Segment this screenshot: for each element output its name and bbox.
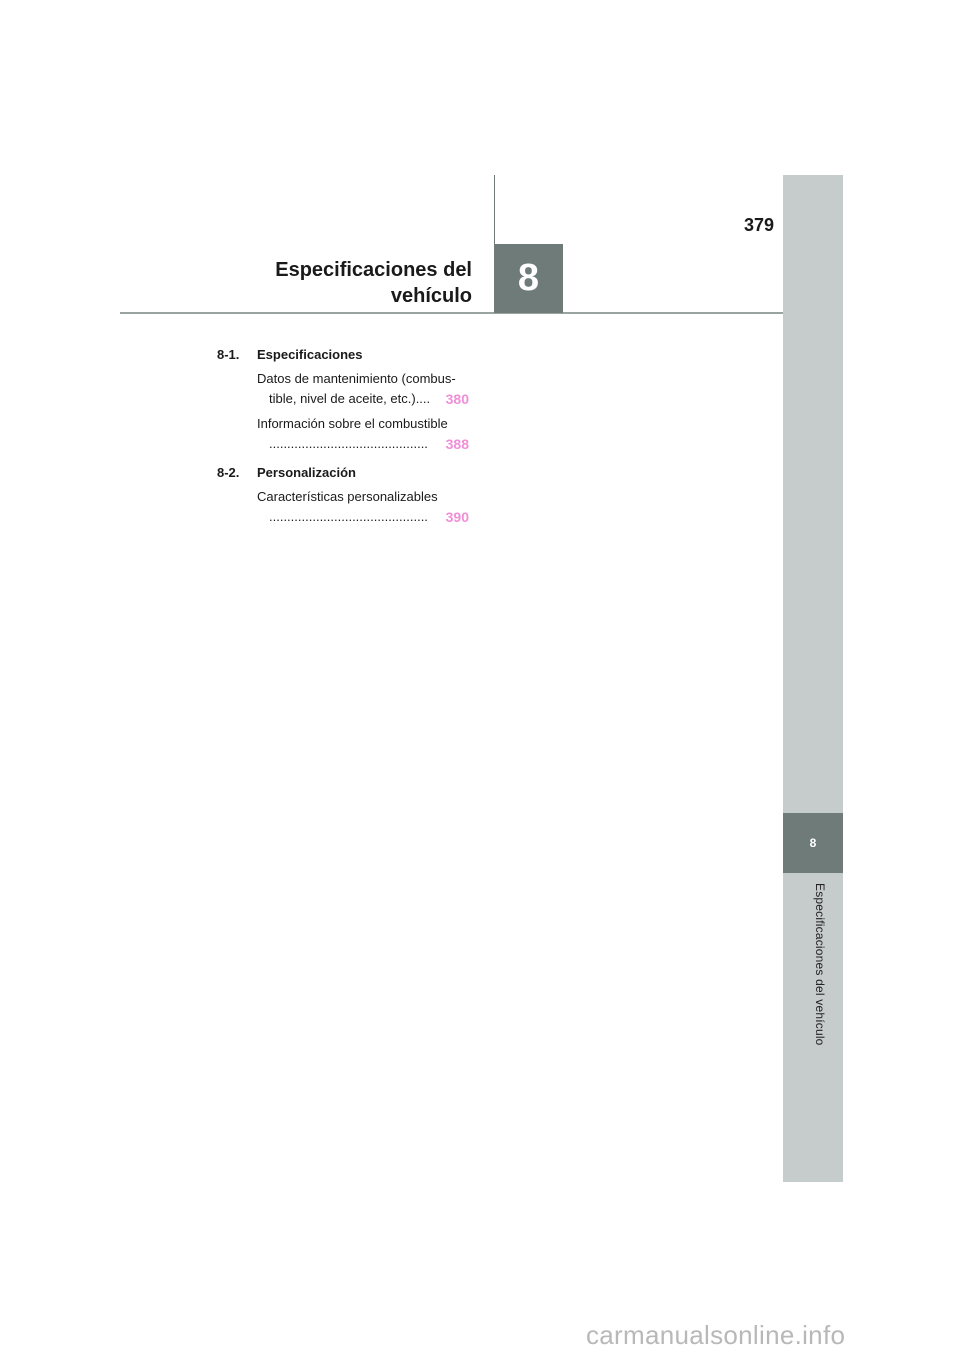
chapter-title — [220, 257, 472, 309]
toc-entry-line2: tible, nivel de aceite, etc.).... — [269, 391, 431, 406]
side-chapter-label: Especificaciones del vehículo — [813, 883, 827, 1046]
watermark: carmanualsonline.info — [586, 1320, 846, 1350]
toc-page-link[interactable]: 390 — [445, 509, 469, 525]
page-number: 379 — [743, 215, 774, 235]
chapter-number-box: 8 — [494, 244, 563, 313]
toc-section-title: Especificaciones — [257, 347, 363, 362]
toc-section-heading[interactable] — [217, 346, 469, 364]
toc-entry-line2: ............................................ — [269, 436, 428, 451]
side-chapter-number: 8 — [783, 813, 843, 873]
toc-page-link[interactable]: 380 — [445, 391, 469, 407]
toc-section-number: 8-1. — [217, 347, 240, 362]
table-of-contents — [217, 346, 469, 527]
toc-section-number: 8-2. — [217, 465, 240, 480]
header-vertical-divider — [494, 175, 495, 245]
toc-page-link[interactable]: 388 — [445, 436, 469, 452]
toc-section-title: Personalización — [257, 465, 356, 480]
toc-entry-line1: Información sobre el combustible — [257, 416, 448, 431]
toc-entry[interactable] — [217, 369, 469, 409]
chapter-title-line2: vehículo — [390, 285, 472, 307]
toc-entry[interactable] — [217, 414, 469, 454]
toc-section-heading[interactable] — [217, 464, 469, 482]
header-rule — [120, 312, 783, 314]
toc-entry-line1: Características personalizables — [257, 489, 438, 504]
toc-entry[interactable] — [217, 487, 469, 527]
chapter-title-line1: Especificaciones del — [275, 259, 472, 281]
toc-entry-line2: ............................................ — [269, 509, 428, 524]
toc-entry-line1: Datos de mantenimiento (combus- — [257, 371, 456, 386]
